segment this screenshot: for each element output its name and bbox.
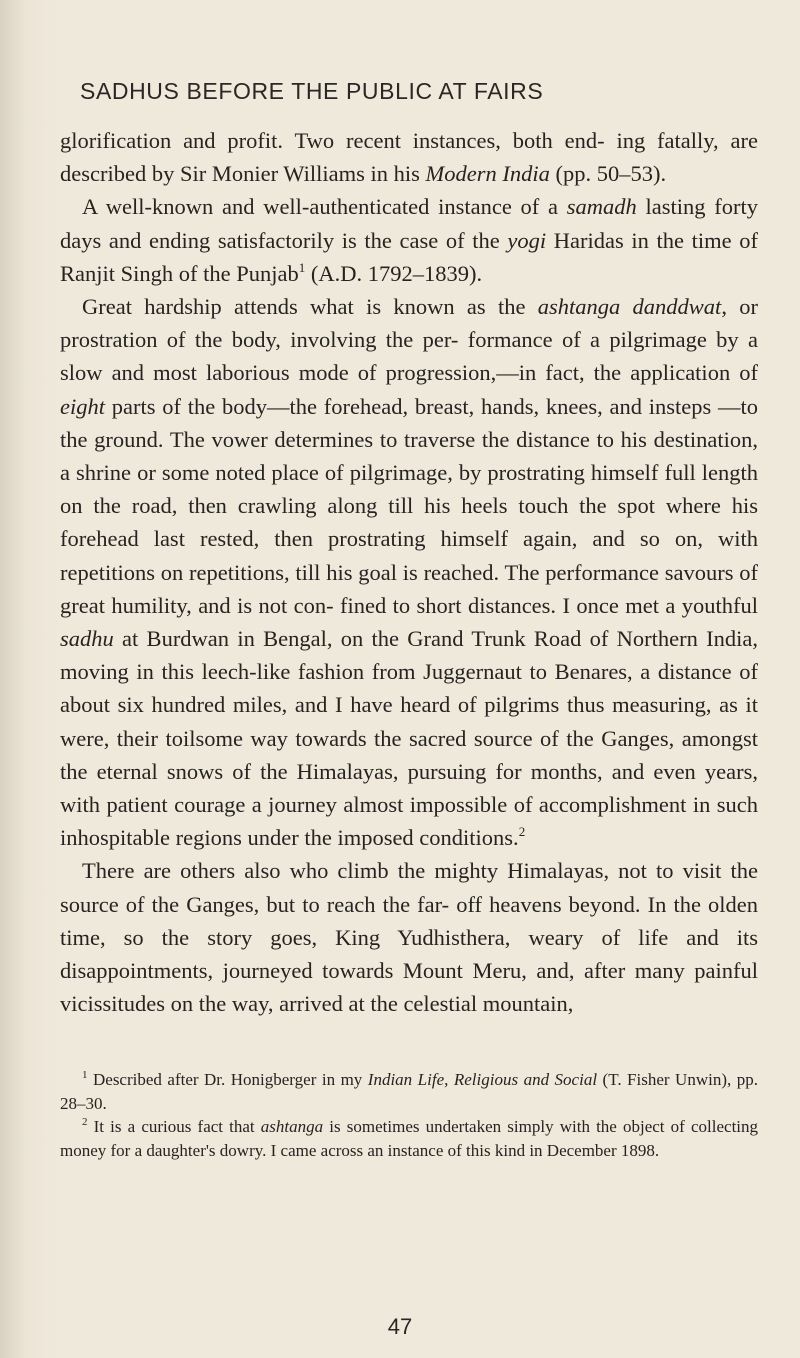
running-header: SADHUS BEFORE THE PUBLIC AT FAIRS	[80, 78, 544, 104]
body-text	[60, 124, 758, 1020]
book-title-italic: Modern India	[425, 161, 550, 187]
term-italic: ashtanga	[260, 1117, 324, 1137]
paragraph-1	[60, 124, 758, 190]
era-small-caps: A.D.	[318, 260, 363, 286]
text-run: at Burdwan in Bengal, on the Grand Trunk Road of Northern India, moving in this leech-like fashion from Juggernaut to Benares, a distance of about six hundred miles, and I have heard of pilgrims thus measuring, as it were, their toilsome way towards the sacred source of the Ganges, amongst the eternal snows of the Himalayas, pursuing for months, and even years, with patient courage a journey almost impossible of accomplishment in such inhospitable regions under the imposed conditions.	[60, 626, 758, 851]
text-run: A well-known and well-authenticated instance of a	[82, 194, 567, 220]
text-run: There are others also who climb the mighty Himalayas, not to visit the source of the Ganges, but to reach the far- off heavens beyond. In the olden time, so the story goes, King Yudhisthera, weary of life and its disappointments, journeyed towards Mount Meru, and, after many painful vicissitudes on the way, arrived at the celestial mountain,	[60, 858, 758, 1017]
text-run: , or prostration of the body, involving the per- formance of a pilgrimage by a slow and most laborious mode of progression,—in fact, the application of	[60, 294, 758, 386]
text-run: lasting forty days and ending satisfactorily is the case of the	[60, 194, 759, 253]
term-italic: sadhu	[60, 626, 114, 652]
footnote-mark: 1	[82, 1069, 88, 1081]
emphasis-italic: eight	[60, 393, 105, 419]
footnote-1	[60, 1068, 758, 1115]
footnote-2	[60, 1115, 758, 1162]
text-run: Haridas in the time of Ranjit Singh of the Punjab	[60, 227, 758, 286]
text-run: Described after Dr. Honigberger in my	[87, 1070, 368, 1089]
text-run: parts of the body—the forehead, breast, hands, knees, and insteps —to the ground. The vower determines to traverse the distance to his destination, a shrine or some noted place of pilgrimage, by prostrating himself full length on the road, then crawling along till his heels touch the spot where his forehead last rested, then prostrating himself again, and so on, with repetitions on repetitions, till his goal is reached. The performance savours of great humility, and is not con- fined to short distances. I once met a youthful	[60, 393, 758, 618]
term-italic: ashtanga danddwat	[537, 294, 722, 320]
footnote-ref: 2	[518, 824, 526, 840]
term-italic: samadh	[566, 194, 637, 220]
text-run: (pp. 50–53).	[549, 161, 667, 187]
text-run: 1792–1839).	[362, 260, 483, 286]
footnotes	[60, 1068, 758, 1162]
text-run: is sometimes undertaken simply with the object of collecting money for a daughter's dowry. I came across an instance of this kind in December 1898.	[60, 1117, 759, 1160]
term-italic: yogi	[507, 227, 547, 253]
paragraph-4	[60, 854, 758, 1020]
paragraph-2	[60, 190, 758, 290]
text-run: glorification and profit. Two recent instances, both end- ing fatally, are described by Sir Monier Williams in his	[60, 128, 758, 187]
text-run: Great hardship attends what is known as the	[82, 294, 538, 320]
text-run: (	[305, 260, 319, 286]
paragraph-3	[60, 290, 758, 854]
footnote-ref: 1	[298, 259, 306, 275]
footnote-mark: 2	[82, 1116, 88, 1129]
book-title-italic: Indian Life, Religious and Social	[367, 1070, 598, 1089]
page-number: 47	[387, 1314, 413, 1339]
text-run: (T. Fisher Unwin), pp. 28–30.	[60, 1070, 758, 1113]
text-run: It is a curious fact that	[87, 1117, 261, 1137]
